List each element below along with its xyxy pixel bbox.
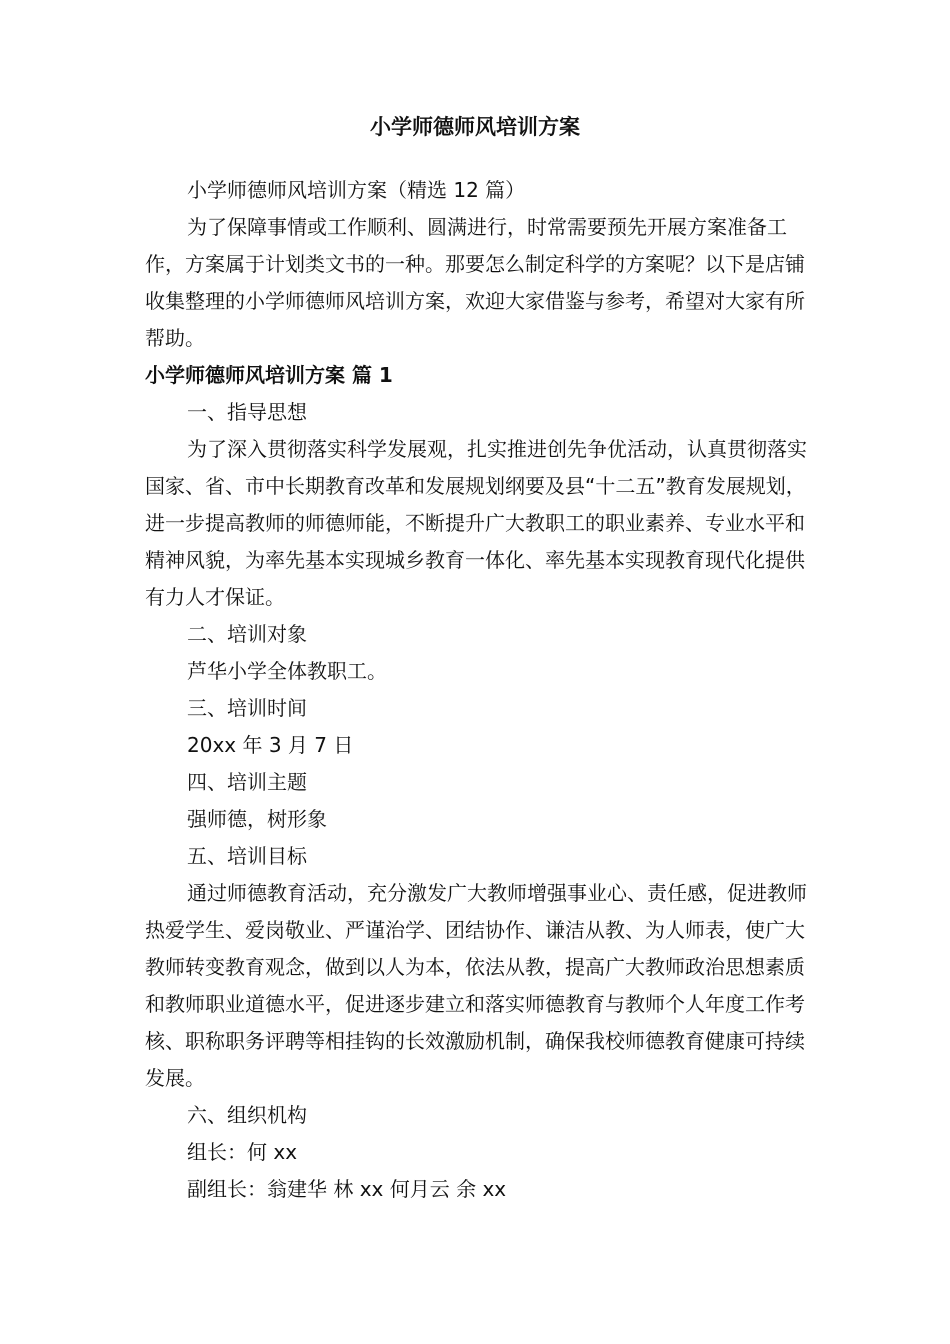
heading-guiding-ideology: 一、指导思想 — [187, 400, 307, 424]
intro-paragraph: 为了保障事情或工作顺利、圆满进行，时常需要预先开展方案准备工作，方案属于计划类文书的一种。那要怎么制定科学的方案呢？以下是店铺收集整理的小学师德师风培训方案，欢迎大家借鉴与参考，希望对大家有所帮助。 — [145, 215, 805, 350]
subtitle: 小学师德师风培训方案（精选 12 篇） — [187, 178, 526, 202]
document-body — [145, 172, 810, 1208]
paragraph-guiding-ideology: 为了深入贯彻落实科学发展观，扎实推进创先争优活动，认真贯彻落实国家、省、市中长期教育改革和发展规划纲要及县“十二五”教育发展规划，进一步提高教师的师德师能，不断提升广大教职工的职业素养、专业水平和精神风貌，为率先基本实现城乡教育一体化、率先基本实现教育现代化提供有力人才保证。 — [145, 437, 807, 609]
heading-training-theme: 四、培训主题 — [187, 770, 307, 794]
paragraph-training-goal: 通过师德教育活动，充分激发广大教师增强事业心、责任感，促进教师热爱学生、爱岗敬业、严谨治学、团结协作、谦洁从教、为人师表，使广大教师转变教育观念，做到以人为本，依法从教，提高广大教师政治思想素质和教师职业道德水平，促进逐步建立和落实师德教育与教师个人年度工作考核、职称职务评聘等相挂钩的长效激励机制，确保我校师德教育健康可持续发展。 — [145, 881, 807, 1090]
heading-organization: 六、组织机构 — [187, 1103, 307, 1127]
heading-training-target: 二、培训对象 — [187, 622, 307, 646]
paragraph-training-time: 20xx 年 3 月 7 日 — [187, 733, 354, 757]
document-title: 小学师德师风培训方案 — [370, 115, 580, 139]
heading-training-goal: 五、培训目标 — [187, 844, 307, 868]
paragraph-training-theme: 强师德，树形象 — [187, 807, 327, 831]
paragraph-organization-deputy: 副组长：翁建华 林 xx 何月云 余 xx — [187, 1177, 507, 1201]
paragraph-training-target: 芦华小学全体教职工。 — [187, 659, 387, 683]
section-heading: 小学师德师风培训方案 篇 1 — [145, 363, 393, 387]
heading-training-time: 三、培训时间 — [187, 696, 307, 720]
paragraph-organization-leader: 组长：何 xx — [187, 1140, 298, 1164]
